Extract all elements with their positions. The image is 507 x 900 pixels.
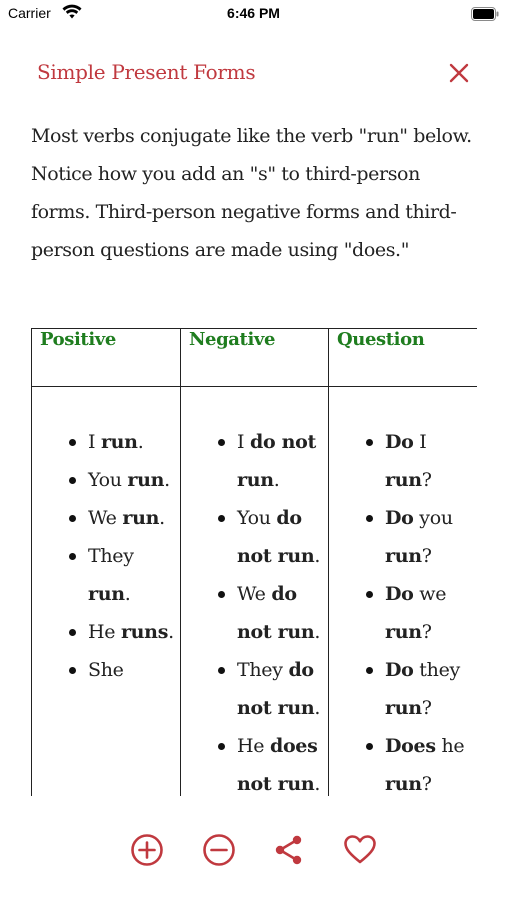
verb-form: do not run bbox=[237, 583, 315, 643]
zoom-out-icon[interactable] bbox=[201, 832, 237, 868]
subject-text: I bbox=[88, 431, 101, 453]
positive-column bbox=[32, 387, 181, 797]
subject-text: . bbox=[137, 431, 144, 453]
subject-text: he bbox=[435, 735, 465, 757]
verb-form: run bbox=[122, 507, 160, 529]
subject-text: I bbox=[237, 431, 250, 453]
verb-form: Do bbox=[385, 659, 414, 681]
heart-icon[interactable] bbox=[342, 832, 378, 868]
verb-form: run bbox=[385, 621, 422, 643]
list-item bbox=[32, 651, 180, 689]
list-item bbox=[329, 727, 477, 796]
subject-text: He bbox=[237, 735, 270, 757]
carrier-label: Carrier bbox=[8, 5, 51, 21]
clock: 6:46 PM bbox=[227, 5, 280, 21]
verb-form: Do bbox=[385, 431, 414, 453]
verb-form: do not run bbox=[237, 659, 315, 719]
subject-text: We bbox=[237, 583, 272, 605]
subject-text: We bbox=[88, 507, 123, 529]
subject-text: ? bbox=[421, 773, 432, 795]
conjugation-table bbox=[31, 328, 477, 796]
list-item bbox=[181, 575, 328, 651]
intro-paragraph: Most verbs conjugate like the verb "run" below. Notice how you add an "s" to third-person forms. Third-person negative forms and third-person questions are made using "does." bbox=[31, 125, 472, 261]
battery-icon bbox=[471, 7, 499, 21]
subject-text: . bbox=[164, 469, 170, 491]
verb-form: Do bbox=[385, 507, 414, 529]
subject-text: . bbox=[124, 583, 131, 605]
subject-text: They bbox=[88, 545, 134, 567]
subject-text: She bbox=[88, 659, 124, 681]
verb-form: run bbox=[385, 469, 422, 491]
list-item bbox=[32, 499, 180, 537]
verb-form: run bbox=[385, 773, 422, 795]
list-item bbox=[329, 423, 477, 499]
subject-text: You bbox=[237, 507, 277, 529]
list-item bbox=[181, 727, 328, 796]
verb-form: does not run bbox=[237, 735, 318, 795]
subject-text: we bbox=[413, 583, 447, 605]
header-question: Question bbox=[329, 329, 478, 387]
verb-form: runs bbox=[120, 621, 169, 643]
verb-form: run bbox=[127, 469, 165, 491]
list-item bbox=[181, 651, 328, 727]
header-positive: Positive bbox=[32, 329, 181, 387]
subject-text: ? bbox=[421, 469, 432, 491]
subject-text: ? bbox=[421, 545, 432, 567]
list-item bbox=[32, 613, 180, 651]
negative-column bbox=[181, 387, 329, 797]
subject-text: . bbox=[168, 621, 174, 643]
subject-text: He bbox=[88, 621, 121, 643]
page-title: Simple Present Forms bbox=[37, 60, 256, 84]
subject-text: they bbox=[413, 659, 460, 681]
list-item bbox=[32, 423, 180, 461]
header-negative: Negative bbox=[181, 329, 329, 387]
verb-form: run bbox=[100, 431, 138, 453]
verb-form: Do bbox=[385, 583, 414, 605]
list-item bbox=[181, 499, 328, 575]
verb-form: run bbox=[385, 545, 422, 567]
list-item bbox=[329, 651, 477, 727]
verb-form: Does bbox=[385, 735, 436, 757]
list-item bbox=[32, 537, 180, 613]
bottom-toolbar bbox=[0, 832, 507, 872]
subject-text: . bbox=[314, 621, 321, 643]
subject-text: I bbox=[413, 431, 427, 453]
verb-form: do not run bbox=[237, 431, 316, 491]
close-icon[interactable] bbox=[446, 60, 472, 86]
verb-form: run bbox=[88, 583, 125, 605]
subject-text: You bbox=[88, 469, 128, 491]
share-icon[interactable] bbox=[271, 832, 307, 868]
verb-form: run bbox=[385, 697, 422, 719]
subject-text: you bbox=[413, 507, 453, 529]
subject-text: . bbox=[314, 545, 321, 567]
list-item bbox=[181, 423, 328, 499]
list-item bbox=[32, 461, 180, 499]
question-column bbox=[329, 387, 478, 797]
status-bar bbox=[0, 0, 507, 30]
list-item bbox=[329, 575, 477, 651]
subject-text: ? bbox=[421, 621, 432, 643]
verb-form: do not run bbox=[237, 507, 315, 567]
subject-text: . bbox=[314, 773, 321, 795]
subject-text: . bbox=[273, 469, 280, 491]
zoom-in-icon[interactable] bbox=[129, 832, 165, 868]
subject-text: . bbox=[314, 697, 321, 719]
subject-text: . bbox=[159, 507, 165, 529]
subject-text: ? bbox=[421, 697, 432, 719]
list-item bbox=[329, 499, 477, 575]
subject-text: They bbox=[237, 659, 289, 681]
